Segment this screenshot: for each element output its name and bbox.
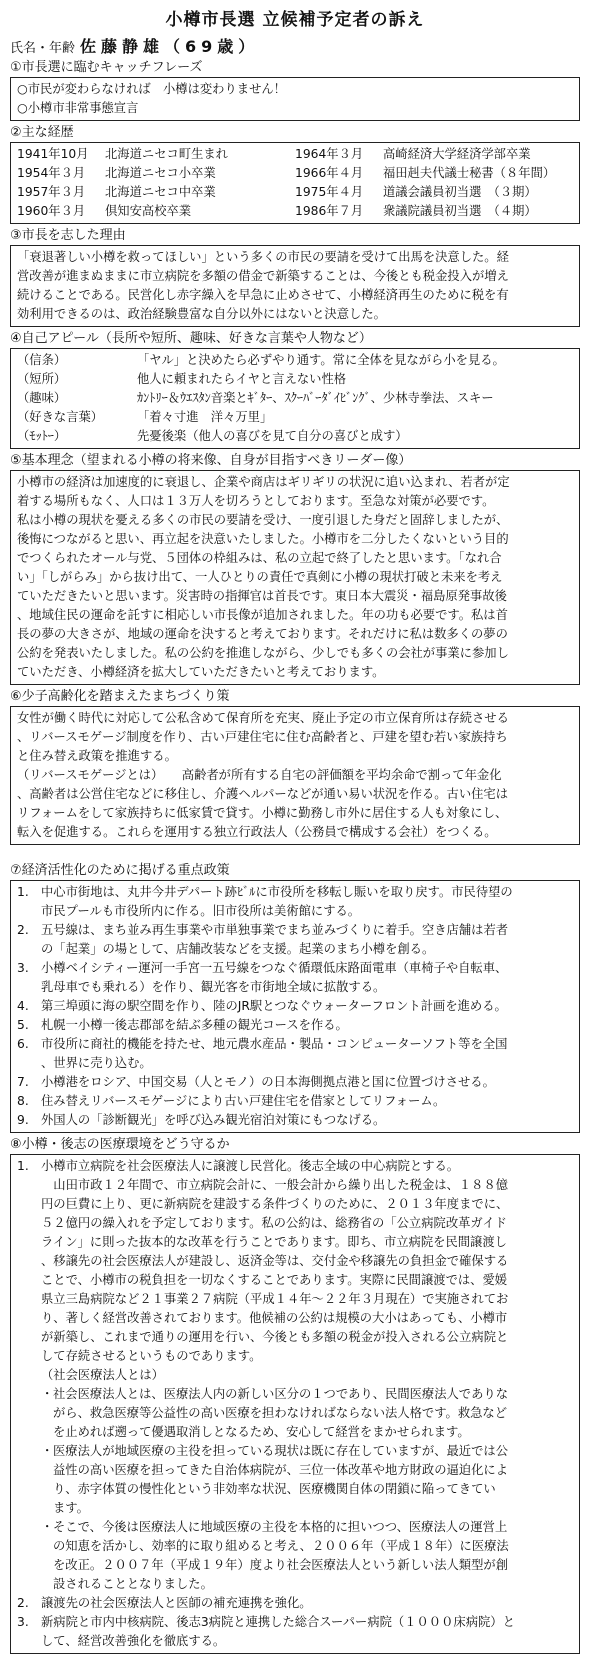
item-line: り、赤字体質の慢性化という非効率な状況、医療機関自体の閉鎖に陥ってきてい [53,1482,496,1496]
section-economy-title: ⑦経済活性化のために掲げる重点政策 [10,863,230,878]
philosophy-line: でつくられたオール与党、５団体の枠組みは、私の立起で終了したと思います。「なれ合 [17,551,502,565]
medical-policy-list [17,1157,573,1651]
philosophy-line: 長の夢の大きさが、地域の運命を決すると考えております。それだけに私は数多くの夢の [17,627,508,641]
item-line: 、移譲先の社会医療法人が建設し、返済金等は、交付金や移譲先の負担金で確保する [41,1254,509,1268]
reason-line: 続けることである。民営化し赤字繰入を早急に止めさせて、小樽経済再生のために税を有 [17,288,509,302]
name-label: 氏名・年齢 [10,41,76,56]
history-date: 1941年10月 [17,147,89,161]
item-line: 設されることとなりました。 [53,1577,213,1591]
bullet-item [41,1442,573,1518]
item-line: 市役所に商社的機能を持たせ、地元農水産品・製品・コンピューターソフト等を全国 [41,1037,508,1051]
philosophy-line: 着する場所もなく、人口は１３万人を切ろうとしております。至急な対策が必要です。 [17,494,495,508]
philosophy-line: い」「しがらみ」から抜け出て、一人ひとりの責任で真剣に小樽の現状打破と未来を考え [17,570,503,584]
item-line: 小樽市立病院を社会医療法人に譲渡し民営化。後志全域の中心病院とする。 [41,1159,460,1173]
aging-line: と住み替え政策を推進する。 [17,749,177,763]
history-event: 北海道ニセコ町生まれ [105,147,228,161]
item-line: 第三埠頭に海の駅空間を作り、陸のJR駅とつなぐウォーターフロント計画を進める。 [41,999,507,1013]
section-reason-title: ③市長を志した理由 [10,228,126,243]
appeal-key: （ﾓｯﾄｰ） [17,429,67,443]
reason-line: 「衰退著しい小樽を救ってほしい」という多くの市民の要請を受けて出馬を決意した。経 [17,250,509,264]
history-event: 道議会議員初当選 （３期） [383,185,537,199]
item-line: ５２億円の繰入れを予定しております。私の公約は、総務省の「公立病院改革ガイド [41,1216,507,1230]
appeal-value: 他人に頼まれたらイヤと言えない性格 [137,372,347,386]
section-appeal-box [10,348,580,449]
history-event: 北海道ニセコ中卒業 [105,185,216,199]
item-line: ことで、小樽市の税負担を一切なくすることであります。実際に民間譲渡では、愛媛 [41,1273,508,1287]
list-item [17,997,573,1016]
list-item [17,959,573,997]
section-reason-box [10,245,580,327]
item-line: 山田市政１２年間で、市立病院会計に、一般会計から繰り出した税金は、１８８億 [41,1178,509,1192]
aging-line: 、リバースモゲージ制度を作り、古い戸建住宅に住む高齢者と、戸建を望む若い家族持ち [17,730,508,744]
item-line: 円の巨費に上り、更に新病院を建設する条件づくりのために、２０１３年度までに、 [41,1197,509,1211]
item-line: 小樽港をロシア、中国交易（人とモノ）の日本海側拠点港と国に位置づけさせる。 [41,1075,495,1089]
economy-policy-list [17,883,573,1130]
item-line: 外国人の「診断観光」を呼び込み観光宿泊対策にもつなげる。 [41,1113,386,1127]
list-item [17,1073,573,1092]
philosophy-line: 、地域住民の運命を託すに相応しい市長像が追加されました。年の功も必要です。私は首 [17,608,508,622]
history-event: 高崎経済大学経済学部卒業 [383,147,531,161]
item-number: 2. [17,1596,29,1610]
philosophy-line: ていただきたいと思います。災害時の指揮官は首長です。東日本大震災・福島原発事故後 [17,589,507,603]
item-line: がら、救急医療等公益性の高い医療を担わなければならない法人格です。救急など [53,1406,508,1420]
item-line: 医療法人が地域医療の主役を担っている現状は既に存在していますが、最近では公 [53,1444,508,1458]
item-line: 益性の高い医療を担ってきた自治体病院が、三位一体改革や地方財政の逼迫化によ [53,1463,508,1477]
history-date: 1957年３月 [17,185,86,199]
appeal-value: 「着々寸進 洋々万里」 [137,410,273,424]
item-line: 乳母車でも乗れる）を作り、観光客を市街地全域に拡散する。 [41,980,386,994]
item-line: （社会医療法人とは） [41,1368,164,1382]
appeal-key: （短所） [17,372,67,386]
section-history-title: ②主な経歴 [10,125,74,140]
list-item [17,1594,573,1613]
item-line: が新築し、これまで通りの運用を行い、今後とも多額の税金が投入される公立病院と [41,1330,509,1344]
item-line: 、世界に売り込む。 [41,1056,152,1070]
appeal-row [17,427,573,446]
section-history-box [10,142,580,224]
section-aging-box [10,706,580,845]
document [10,0,580,1654]
catchphrase-item: ○市民が変わらなければ 小樽は変わりません！ [17,82,286,96]
history-date: 1966年４月 [295,166,364,180]
philosophy-line: 私は小樽の現状を憂える多くの市民の要請を受け、一度引退した身だと固辞しましたが、 [17,513,509,527]
item-number: 1. [17,1159,29,1173]
section-economy-box [10,880,580,1133]
item-line: 市民プールも市役所内に作る。旧市役所は美術館にする。 [41,904,361,918]
bullet-item [41,1518,573,1594]
history-date: 1975年４月 [295,185,364,199]
item-line: ライン」に則った抜本的な改革を行うことであります。即ち、市立病院を民間譲渡し [41,1235,507,1249]
appeal-value: 「ヤル」と決めたら必ずやり通す。常に全体を見ながら小を見る。 [137,353,505,367]
item-line: ます。 [53,1501,89,1515]
item-number: 7. [17,1075,29,1089]
appeal-row [17,370,573,389]
history-entry [295,145,573,164]
bullet-mark: ・ [41,1520,54,1534]
history-entry [295,164,573,183]
section-philosophy-title: ⑤基本理念（望まれる小樽の将来像、自身が目指すべきリーダー像） [10,453,412,468]
item-number: 6. [17,1037,29,1051]
appeal-value: ｶﾝﾄﾘｰ＆ｳｴｽﾀﾝ音楽とｷﾞﾀｰ、ｽｸｰﾊﾞｰﾀﾞｲﾋﾞﾝｸﾞ、少林寺拳法、スキー [137,391,494,405]
item-number: 9. [17,1113,29,1127]
appeal-key: （好きな言葉） [17,410,104,424]
item-number: 3. [17,1615,29,1629]
item-line: 譲渡先の社会医療法人と医師の補充連携を強化。 [41,1596,312,1610]
appeal-value: 先憂後楽（他人の喜びを見て自分の喜びと成す） [137,429,408,443]
list-item [17,1111,573,1130]
item-number: 2. [17,923,29,937]
bullet-mark: ・ [41,1444,54,1458]
item-number: 3. [17,961,29,975]
history-event: 北海道ニセコ小卒業 [105,166,216,180]
section-catchphrase-title: ①市長選に臨むキャッチフレーズ [10,60,203,75]
item-line: 県立三島病院など２１事業２７病院（平成１４年～２２年３月現在）で実施されてお [41,1292,509,1306]
list-item [17,921,573,959]
list-item [17,1016,573,1035]
history-entry [17,145,295,164]
history-entry [17,183,295,202]
section-aging-title: ⑥少子高齢化を踏まえたまちづくり策 [10,689,230,704]
history-entry [17,202,295,221]
appeal-key: （趣味） [17,391,67,405]
item-line: を止めれば遡って優遇取消しとなるため、安心して経営をまかせられます。 [53,1425,470,1439]
section-philosophy-box [10,470,580,685]
item-line: 新病院と市内中核病院、後志3病院と連携した総合スーパー病院（１０００床病院）と [41,1615,515,1629]
list-item [17,1092,573,1111]
list-item [17,883,573,921]
list-item [17,1035,573,1073]
section-medical-box [10,1154,580,1654]
aging-line: 女性が働く時代に対応して公私含めて保育所を充実、廃止予定の市立保育所は存続させる [17,711,509,725]
item-line: り、著しく経営改善されております。他候補の公約は規模の大小はあっても、小樽市 [41,1311,508,1325]
history-entry [295,202,573,221]
item-line: の「起業」の場として、店舗改装などを支援。起業のまち小樽を創る。 [41,942,435,956]
appeal-row [17,389,573,408]
aging-line: リフォームをして家族持ちに低家賃で貸す。小樽に勤務し市外に居住する人も対象にし、 [17,806,508,820]
item-number: 1. [17,885,29,899]
philosophy-line: 後悔につながると思い、再立起を決意いたしました。小樽市を二分したくないという目的 [17,532,509,546]
history-date: 1964年３月 [295,147,364,161]
section-medical-title: ⑧小樽・後志の医療環境をどう守るか [10,1137,230,1152]
appeal-key: （信条） [17,353,67,367]
item-line: 中心市街地は、丸井今井デパート跡ﾋﾞﾙに市役所を移転し賑いを取り戻す。市民待望の [41,885,513,899]
item-number: 5. [17,1018,29,1032]
candidate-name: 佐藤静雄（69歳） [80,37,260,56]
aging-line: （リバースモゲージとは） 高齢者が所有する自宅の評価額を平均余命で割って年金化 [17,768,502,782]
item-number: 4. [17,999,29,1013]
item-line: 五号線は、まち並み再生事業や市単独事業でまち並みづくりに着手。空き店舗は若者 [41,923,509,937]
history-date: 1954年３月 [17,166,86,180]
history-date: 1960年３月 [17,204,86,218]
reason-line: 営改善が進まぬままに市立病院を多額の借金で新築することは、今後とも税金投入が増え [17,269,509,283]
history-entry [17,164,295,183]
aging-line: 、高齢者は公営住宅などに移住し、介護ヘルパーなどが通い易い状況を作る。古い住宅は [17,787,509,801]
reason-line: 効利用できるのは、政治経験豊富な自分以外にはないと決意した。 [17,307,386,321]
appeal-row [17,351,573,370]
item-number: 8. [17,1094,29,1108]
history-event: 福田赳夫代議士秘書（８年間） [383,166,556,180]
history-entry [295,183,573,202]
appeal-row [17,408,573,427]
section-appeal-title: ④自己アピール（長所や短所、趣味、好きな言葉や人物など） [10,331,372,346]
list-item [17,1157,573,1594]
philosophy-line: 小樽市の経済は加速度的に衰退し、企業や商店はギリギリの状況に追い込まれ、若者が定 [17,475,510,489]
candidate-row [10,34,580,56]
history-date: 1986年７月 [295,204,364,218]
history-event: 衆議院議員初当選 （４期） [383,204,537,218]
history-event: 倶知安高校卒業 [105,204,192,218]
item-line: を改正。２００７年（平成１９年）度より社会医療法人という新しい法人類型が創 [53,1558,508,1572]
catchphrase-item: ○小樽市非常事態宣言 [17,101,139,115]
page-title: 小樽市長選 立候補予定者の訴え [165,10,425,30]
list-item [17,1613,573,1651]
item-line: 社会医療法人とは、医療法人内の新しい区分の１つであり、民間医療法人でありな [53,1387,508,1401]
item-line: の知恵を活かし、効率的に取り組めると考え、２００６年（平成１８年）に医療法 [53,1539,509,1553]
item-line: そこで、今後は医療法人に地域医療の主役を本格的に担いつつ、医療法人の運営上 [53,1520,508,1534]
item-line: 小樽ベイシティー運河一手宮一五号線をつなぐ循環低床路面電車（車椅子や自転車、 [41,961,508,975]
item-line: 住み替えリバースモゲージにより古い戸建住宅を借家としてリフォーム。 [41,1094,446,1108]
item-line: して、経営改善強化を徹底する。 [41,1634,226,1648]
item-line: して存続させるというものであります。 [41,1349,262,1363]
aging-line: 転入を促進する。これらを運用する独立行政法人（公務員で構成する会社）をつくる。 [17,825,497,839]
philosophy-line: 公約を発表いたしました。私の公約を推進しながら、少しでも多くの会社が事業に参加し [17,646,509,660]
philosophy-line: ていただき、小樽経済を拡大していただきたいと考えております。 [17,665,385,679]
bullet-item [41,1385,573,1442]
section-catchphrase-box [10,77,580,121]
bullet-mark: ・ [41,1387,54,1401]
item-line: 札幌一小樽一後志郡部を結ぶ多種の観光コースを作る。 [41,1018,348,1032]
